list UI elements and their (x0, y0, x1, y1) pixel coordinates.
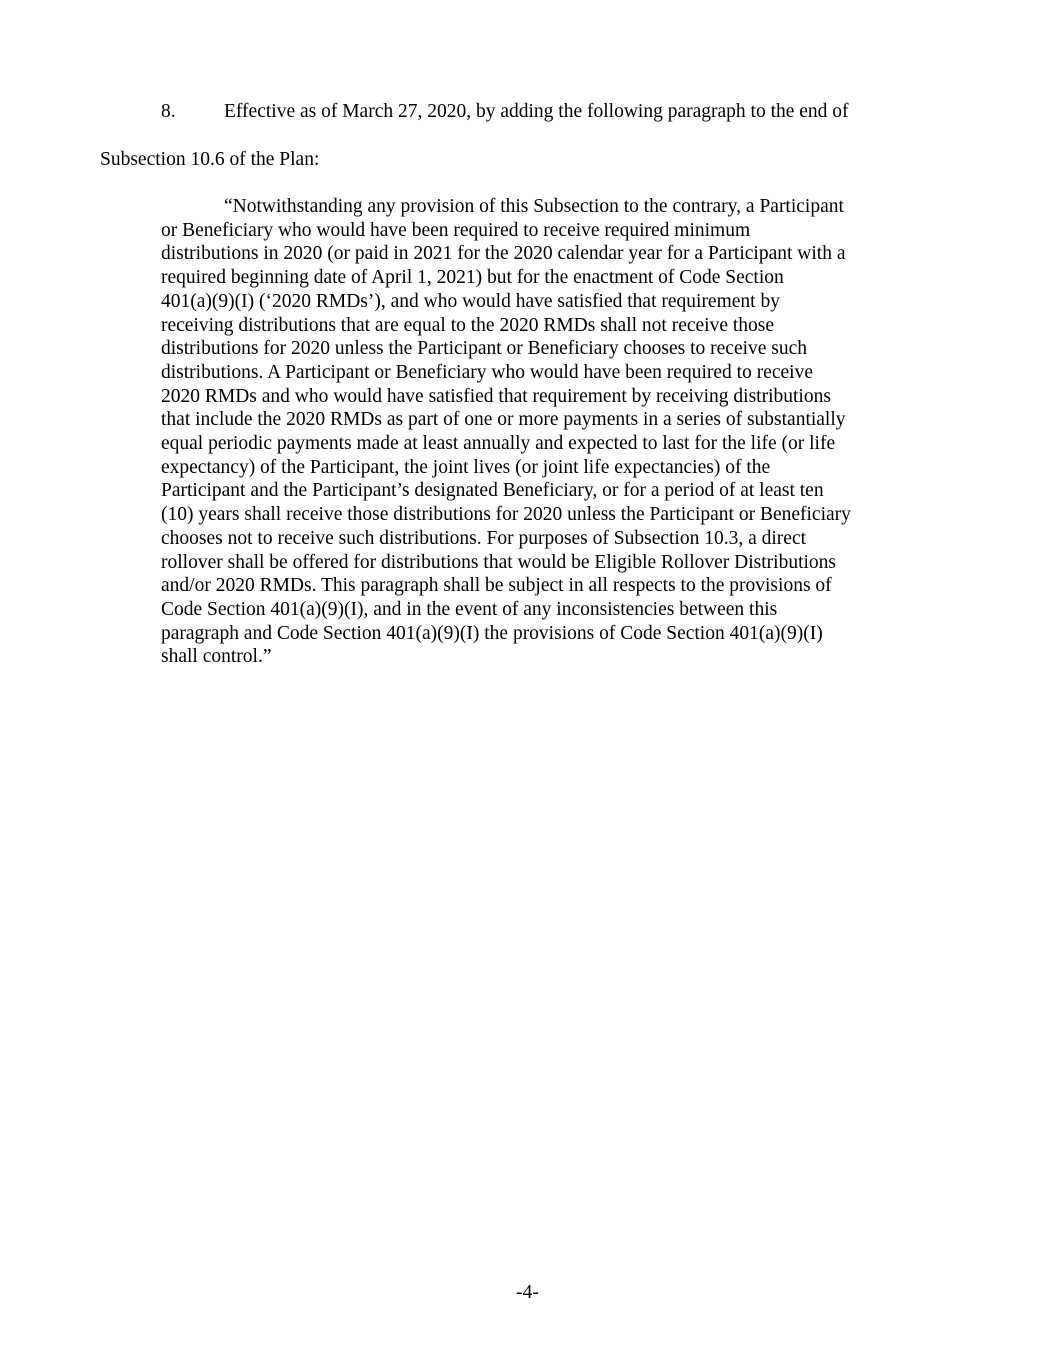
paragraph-line: shall control.” (161, 646, 272, 668)
paragraph-line: required beginning date of April 1, 2021) but for the enactment of Code Section (161, 267, 784, 289)
amendment-item (161, 99, 849, 125)
paragraph-line: 401(a)(9)(I) (‘2020 RMDs’), and who would have satisfied that requirement by (161, 290, 780, 312)
paragraph-line: “Notwithstanding any provision of this Subsection to the contrary, a Participant (224, 196, 844, 217)
paragraph-line: equal periodic payments made at least annually and expected to last for the life (or life (161, 433, 836, 455)
paragraph-line: Participant and the Participant’s designated Beneficiary, or for a period of at least ten (161, 480, 824, 502)
paragraph-line: rollover shall be offered for distributions that would be Eligible Rollover Distributions (161, 551, 836, 573)
amendment-intro-continued: Subsection 10.6 of the Plan: (100, 149, 320, 170)
quoted-paragraph (161, 195, 897, 669)
paragraph-line: receiving distributions that are equal to the 2020 RMDs shall not receive those (161, 314, 775, 336)
paragraph-line: 2020 RMDs and who would have satisfied that requirement by receiving distributions (161, 385, 831, 407)
paragraph-line: distributions in 2020 (or paid in 2021 for the 2020 calendar year for a Participant with a (161, 243, 846, 265)
paragraph-line: expectancy) of the Participant, the joint lives (or joint life expectancies) of the (161, 456, 771, 478)
amendment-intro: Effective as of March 27, 2020, by adding the following paragraph to the end of (224, 101, 849, 122)
paragraph-line: and/or 2020 RMDs. This paragraph shall be subject in all respects to the provisions of (161, 575, 832, 597)
amendment-number: 8. (161, 101, 176, 122)
paragraph-line: paragraph and Code Section 401(a)(9)(I) the provisions of Code Section 401(a)(9)(I) (161, 622, 823, 644)
paragraph-line: distributions. A Participant or Beneficiary who would have been required to receive (161, 361, 813, 383)
page-number: -4- (516, 1282, 539, 1303)
paragraph-line: that include the 2020 RMDs as part of one or more payments in a series of substantially (161, 409, 846, 431)
paragraph-line: distributions for 2020 unless the Participant or Beneficiary chooses to receive such (161, 338, 808, 360)
paragraph-line: Code Section 401(a)(9)(I), and in the event of any inconsistencies between this (161, 598, 778, 620)
paragraph-line: or Beneficiary who would have been required to receive required minimum (161, 219, 751, 241)
paragraph-line: (10) years shall receive those distributions for 2020 unless the Participant or Beneficiary (161, 504, 851, 526)
paragraph-line: chooses not to receive such distributions. For purposes of Subsection 10.3, a direct (161, 527, 807, 549)
